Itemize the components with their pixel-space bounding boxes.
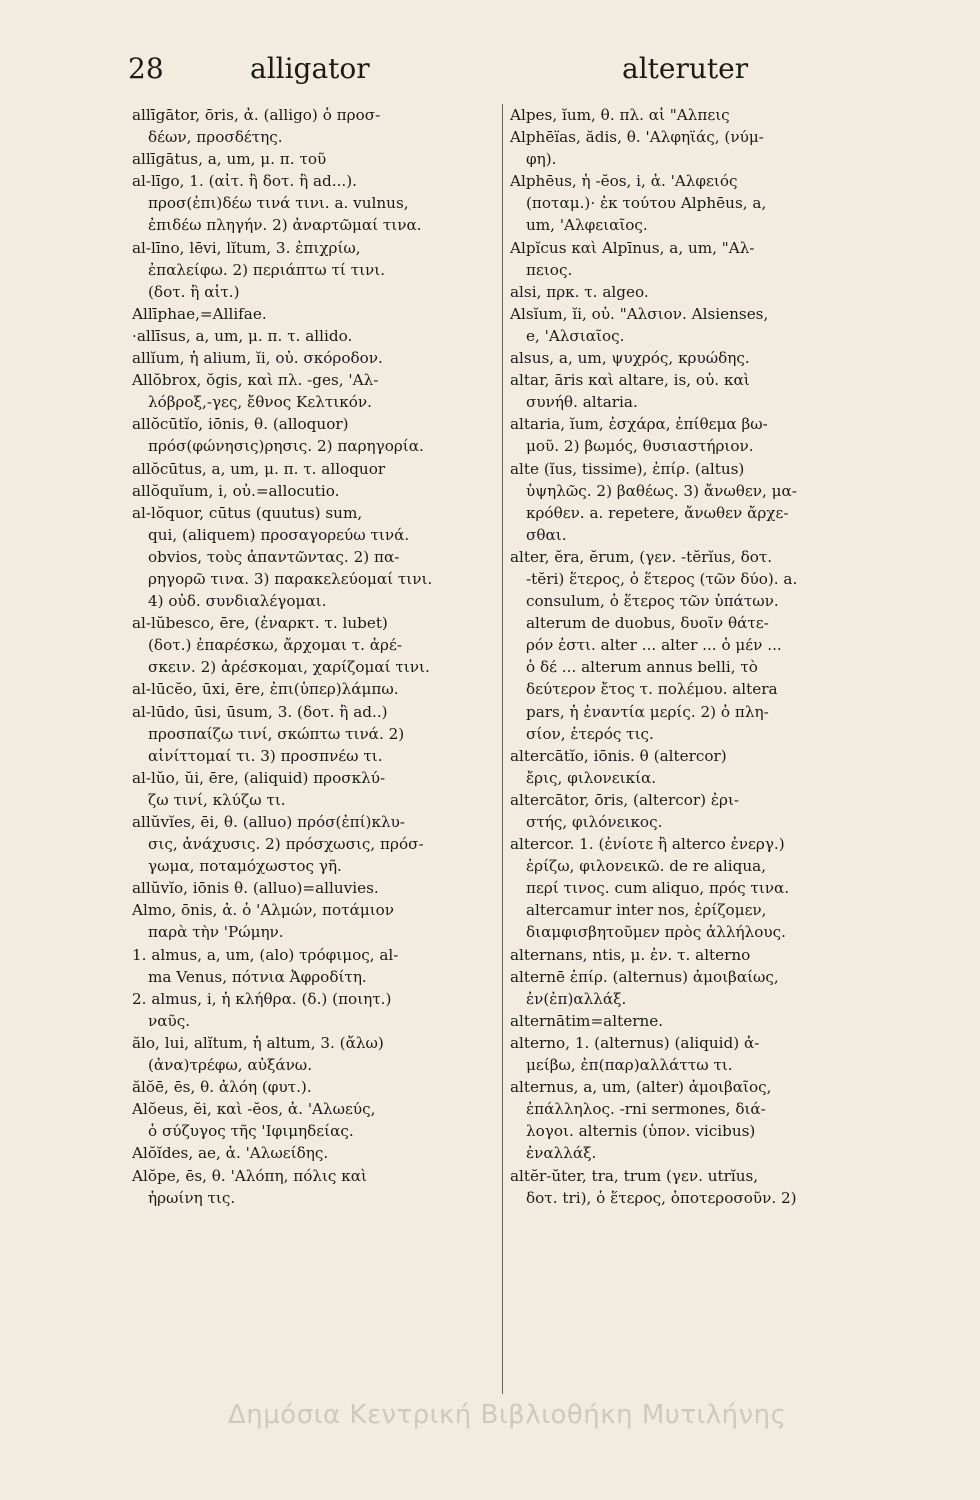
- dictionary-line: ἐν(ἐπ)αλλάξ.: [526, 989, 627, 1008]
- dictionary-line: (δοτ. ἢ αἰτ.): [148, 282, 240, 301]
- dictionary-line: ἐρίζω, φιλονεικῶ. de re aliqua,: [526, 857, 767, 876]
- dictionary-line: ρόν ἐστι. alter ... alter ... ὁ μέν ...: [526, 636, 782, 655]
- dictionary-line: ·allīsus, a, um, μ. π. τ. allido.: [132, 326, 353, 345]
- dictionary-line: Allīphae,=Allifae.: [132, 304, 267, 323]
- dictionary-line: altercātĭo, iōnis. θ (altercor): [510, 746, 727, 765]
- dictionary-line: alsus, a, um, ψυχρός, κρυώδης.: [510, 349, 750, 368]
- dictionary-line: ἐπαλείφω. 2) περιάπτω τί τινι.: [148, 260, 386, 279]
- dictionary-line: κρόθεν. a. repetere, ἄνωθεν ἄρχε-: [526, 503, 789, 522]
- dictionary-line: ὁ δέ ... alterum annus belli, τὸ: [526, 658, 758, 677]
- dictionary-line: δεύτερον ἔτος τ. πολέμου. altera: [526, 680, 778, 699]
- dictionary-line: παρὰ τὴν 'Ρώμην.: [148, 923, 284, 942]
- dictionary-line: obvios, τοὺς ἀπαντῶντας. 2) πα-: [148, 547, 400, 566]
- dictionary-line: e, 'Αλσιαῖος.: [526, 326, 625, 345]
- dictionary-line: al-lūcĕo, ūxi, ēre, ἐπι(ὑπερ)λάμπω.: [132, 680, 399, 699]
- dictionary-line: συνήθ. altaria.: [526, 393, 638, 412]
- dictionary-line: σις, ἀνάχυσις. 2) πρόσχωσις, πρόσ-: [148, 835, 424, 854]
- dictionary-line: (ἀνα)τρέφω, αὐξάνω.: [148, 1056, 313, 1075]
- dictionary-line: Allŏbrox, ŏgis, καὶ πλ. -ges, 'Αλ-: [132, 371, 379, 390]
- dictionary-line: Alŏeus, ĕi, καὶ -ĕos, ἀ. 'Αλωεύς,: [132, 1100, 376, 1119]
- dictionary-line: allīgātor, ōris, ἀ. (alligo) ὁ προσ-: [132, 106, 381, 124]
- dictionary-line: σίον, ἑτερός τις.: [526, 724, 654, 743]
- dictionary-line: πειος.: [526, 260, 573, 279]
- dictionary-line: ναῦς.: [148, 1011, 191, 1030]
- dictionary-line: Alŏpe, ēs, θ. 'Αλόπη, πόλις καὶ: [132, 1166, 367, 1185]
- left-column: [132, 104, 504, 1209]
- dictionary-line: αἰνίττομαί τι. 3) προσπνέω τι.: [148, 746, 383, 765]
- dictionary-line: al-lūdo, ūsi, ūsum, 3. (δοτ. ἢ ad..): [132, 702, 388, 721]
- dictionary-line: Alsĭum, ĭi, οὐ. "Αλσιον. Alsienses,: [510, 304, 769, 323]
- column-divider: [502, 104, 503, 1394]
- dictionary-line: μείβω, ἐπ(παρ)αλλάττω τι.: [526, 1056, 733, 1075]
- dictionary-line: προσπαίζω τινί, σκώπτω τινά. 2): [148, 724, 405, 743]
- dictionary-line: al-līno, lēvi, lĭtum, 3. ἐπιχρίω,: [132, 238, 361, 257]
- dictionary-line: περί τινος. cum aliquo, πρός τινα.: [526, 879, 790, 898]
- dictionary-line: allŭvĭo, iōnis θ. (alluo)=alluvies.: [132, 879, 379, 898]
- dictionary-line: altar, āris καὶ altare, is, οὐ. καὶ: [510, 371, 750, 390]
- dictionary-line: al-lŏquor, cūtus (quutus) sum,: [132, 503, 363, 522]
- page-header: [110, 44, 910, 88]
- dictionary-line: (δοτ.) ἐπαρέσκω, ἄρχομαι τ. ἀρέ-: [148, 636, 402, 655]
- dictionary-line: ὑψηλῶς. 2) βαθέως. 3) ἄνωθεν, μα-: [526, 481, 797, 500]
- dictionary-line: πρόσ(φώνησις)ρησις. 2) παρηγορία.: [148, 437, 424, 456]
- dictionary-line: 2. almus, i, ἡ κλήθρα. (δ.) (ποιητ.): [132, 989, 392, 1008]
- dictionary-line: alsi, πρκ. τ. algeo.: [510, 282, 649, 301]
- dictionary-line: σκειν. 2) ἀρέσκομαι, χαρίζομαί τινι.: [148, 658, 430, 677]
- dictionary-line: στής, φιλόνεικος.: [526, 813, 663, 831]
- dictionary-line: -tĕri) ἕτερος, ὁ ἕτερος (τῶν δύο). a.: [526, 569, 798, 588]
- dictionary-line: alternans, ntis, μ. ἐν. τ. alterno: [510, 945, 751, 964]
- dictionary-line: qui, (aliquem) προσαγορεύω τινά.: [148, 525, 410, 544]
- dictionary-line: consulum, ὁ ἕτερος τῶν ὑπάτων.: [526, 592, 779, 611]
- dictionary-line: Almo, ōnis, ἀ. ὁ 'Αλμών, ποτάμιον: [132, 901, 395, 920]
- dictionary-line: Alphēïas, ădis, θ. 'Αλφηϊάς, (νύμ-: [510, 128, 764, 147]
- dictionary-line: altercor. 1. (ἐνίοτε ἢ alterco ἐνεργ.): [510, 835, 785, 854]
- dictionary-line: alte (ĭus, tissime), ἐπίρ. (altus): [510, 459, 745, 478]
- dictionary-line: ρηγορῶ τινα. 3) παρακελεύομαί τινι.: [148, 569, 433, 588]
- dictionary-line: φη).: [526, 150, 557, 169]
- dictionary-line: ἡρωίνη τις.: [148, 1188, 236, 1207]
- dictionary-line: ălo, lui, alĭtum, ἡ altum, 3. (ἄλω): [132, 1033, 384, 1052]
- dictionary-line: (ποταμ.)· ἐκ τούτου Alphēus, a,: [526, 194, 767, 213]
- dictionary-line: ἐναλλάξ.: [526, 1144, 597, 1163]
- guide-word-right: alteruter: [622, 52, 749, 85]
- dictionary-line: allīgātus, a, um, μ. π. τοῦ: [132, 150, 327, 169]
- dictionary-line: 1. almus, a, um, (alo) τρόφιμος, al-: [132, 945, 399, 964]
- dictionary-line: alter, ĕra, ĕrum, (γεν. -tĕrĭus, δοτ.: [510, 547, 773, 566]
- dictionary-line: ma Venus, πότνια Ἀφροδίτη.: [148, 967, 367, 986]
- dictionary-line: pars, ἡ ἐναντία μερίς. 2) ὁ πλη-: [526, 702, 769, 721]
- dictionary-line: allŏcūtus, a, um, μ. π. τ. alloquor: [132, 459, 386, 478]
- dictionary-line: allŭvĭes, ēi, θ. (alluo) πρόσ(ἐπί)κλυ-: [132, 813, 405, 831]
- dictionary-line: alterno, 1. (alternus) (aliquid) ἀ-: [510, 1033, 760, 1052]
- dictionary-line: altercātor, ōris, (altercor) ἐρι-: [510, 790, 740, 809]
- dictionary-line: al-līgo, 1. (αἰτ. ἢ δοτ. ἢ ad...).: [132, 172, 358, 191]
- dictionary-line: ζω τινί, κλύζω τι.: [148, 790, 286, 809]
- dictionary-line: alternē ἐπίρ. (alternus) ἀμοιβαίως,: [510, 967, 779, 986]
- dictionary-line: διαμφισβητοῦμεν πρὸς ἀλλήλους.: [526, 923, 786, 942]
- dictionary-line: allŏquĭum, i, οὐ.=allocutio.: [132, 481, 340, 500]
- dictionary-line: al-lŭbesco, ēre, (ἐναρκτ. τ. lubet): [132, 614, 388, 633]
- dictionary-line: altaria, ĭum, ἐσχάρα, ἐπίθεμα βω-: [510, 415, 768, 434]
- dictionary-line: δοτ. tri), ὁ ἕτερος, ὁποτεροσοῦν. 2): [526, 1188, 797, 1207]
- dictionary-line: ἐπιδέω πληγήν. 2) ἀναρτῶμαί τινα.: [148, 216, 422, 235]
- dictionary-line: δέων, προσδέτης.: [148, 128, 283, 147]
- guide-word-left: alligator: [250, 52, 370, 85]
- dictionary-line: Alpes, ĭum, θ. πλ. αἱ "Αλπεις: [510, 106, 730, 124]
- page-number: 28: [128, 52, 164, 85]
- dictionary-line: Alphēus, ἡ -ĕos, i, ἀ. 'Αλφειός: [510, 172, 738, 191]
- dictionary-line: 4) οὐδ. συνδιαλέγομαι.: [148, 592, 327, 611]
- library-watermark: Δημόσια Κεντρική Βιβλιοθήκη Μυτιλήνης: [228, 1400, 787, 1430]
- dictionary-line: σθαι.: [526, 525, 567, 544]
- dictionary-line: ălŏē, ēs, θ. ἀλόη (φυτ.).: [132, 1078, 312, 1097]
- dictionary-line: προσ(ἐπι)δέω τινά τινι. a. vulnus,: [148, 194, 409, 213]
- dictionary-line: ἐπάλληλος. -rni sermones, διά-: [526, 1100, 766, 1119]
- right-column: [510, 104, 882, 1209]
- dictionary-columns: [118, 104, 908, 1394]
- dictionary-line: ἔρις, φιλονεικία.: [526, 768, 657, 787]
- dictionary-line: alternus, a, um, (alter) ἀμοιβαῖος,: [510, 1078, 772, 1097]
- dictionary-line: allĭum, ἡ alium, ĭi, οὐ. σκόροδον.: [132, 349, 383, 368]
- dictionary-line: λογοι. alternis (ὑπον. vicibus): [526, 1122, 756, 1141]
- dictionary-line: alterum de duobus, δυοῖν θάτε-: [526, 614, 769, 633]
- dictionary-line: Alpĭcus καὶ Alpīnus, a, um, "Αλ-: [510, 238, 755, 257]
- dictionary-line: allŏcūtĭo, iōnis, θ. (alloquor): [132, 415, 349, 434]
- dictionary-line: altĕr-ŭter, tra, trum (γεν. utrĭus,: [510, 1166, 759, 1185]
- dictionary-line: alternātim=alterne.: [510, 1011, 664, 1030]
- dictionary-line: γωμα, ποταμόχωστος γῆ.: [148, 857, 342, 876]
- dictionary-line: ὁ σύζυγος τῆς 'Ιφιμηδείας.: [148, 1122, 354, 1141]
- dictionary-line: λόβροξ,-γες, ἔθνος Κελτικόν.: [148, 393, 372, 412]
- dictionary-line: al-lŭo, ŭi, ēre, (aliquid) προσκλύ-: [132, 768, 386, 787]
- dictionary-line: altercamur inter nos, ἐρίζομεν,: [526, 901, 767, 920]
- dictionary-line: um, 'Αλφειαῖος.: [526, 216, 648, 235]
- dictionary-line: Alŏĭdes, ae, ἀ. 'Αλωείδης.: [132, 1144, 329, 1163]
- dictionary-line: μοῦ. 2) βωμός, θυσιαστήριον.: [526, 437, 754, 456]
